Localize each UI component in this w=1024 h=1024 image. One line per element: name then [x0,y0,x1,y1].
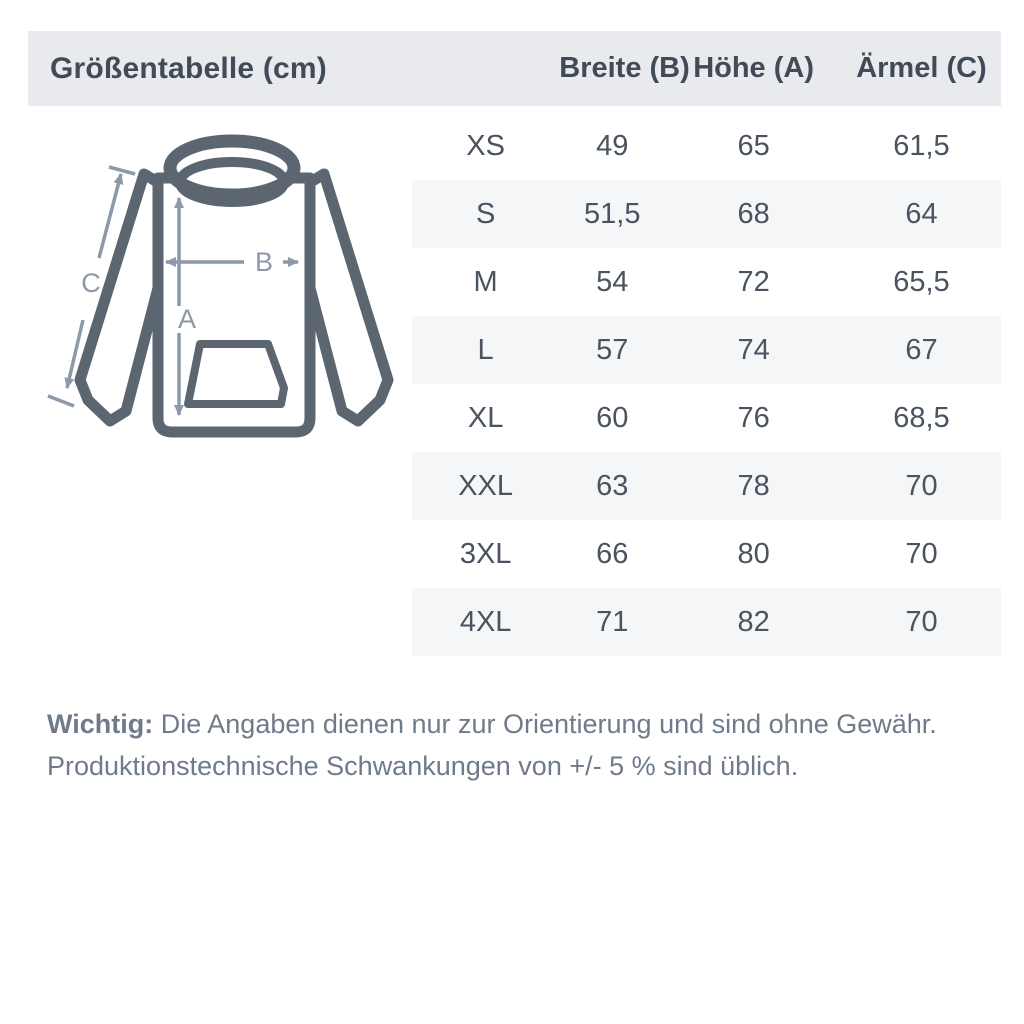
value-hoehe: 68 [737,197,770,230]
width-arrow-label: B [254,247,274,277]
hoodie-measurement-diagram [38,128,423,458]
value-aermel: 70 [905,469,938,502]
value-hoehe: 74 [737,333,770,366]
size-label: XXL [458,469,514,502]
page-title: Größentabelle (cm) [50,51,327,85]
value-breite: 51,5 [584,197,641,230]
column-headers [412,31,1001,106]
col-header-breite: Breite (B) [559,52,690,84]
table-row-4xl [412,588,1001,656]
table-row-m [412,248,1001,316]
hoodie-pocket [188,344,284,404]
value-breite: 49 [596,129,629,162]
size-table [412,112,1001,656]
value-aermel: 65,5 [893,265,950,298]
value-aermel: 70 [905,537,938,570]
disclaimer-prefix: Wichtig: [47,709,154,739]
value-breite: 63 [596,469,629,502]
value-aermel: 61,5 [893,129,950,162]
value-hoehe: 80 [737,537,770,570]
value-breite: 60 [596,401,629,434]
size-label: L [477,333,494,366]
value-breite: 54 [596,265,629,298]
value-breite: 71 [596,605,629,638]
value-breite: 57 [596,333,629,366]
height-arrow-label: A [177,304,197,334]
table-row-xl [412,384,1001,452]
sleeve-arrow-label: C [81,268,101,298]
value-hoehe: 82 [737,605,770,638]
hoodie-icon [38,128,423,458]
table-row-xs [412,112,1001,180]
value-hoehe: 78 [737,469,770,502]
size-label: XL [467,401,504,434]
col-header-hoehe: Höhe (A) [693,52,815,84]
value-aermel: 64 [905,197,938,230]
value-aermel: 68,5 [893,401,950,434]
size-label: XS [466,129,505,162]
size-label: M [473,265,498,298]
table-row-xxl [412,452,1001,520]
disclaimer-line1: Die Angaben dienen nur zur Orientierung und sind ohne Gewähr. [160,709,937,739]
table-row-s [412,180,1001,248]
size-label: S [475,197,496,230]
value-aermel: 67 [905,333,938,366]
title-zone [28,31,412,106]
value-aermel: 70 [905,605,938,638]
value-hoehe: 65 [737,129,770,162]
size-chart-content [28,31,1001,781]
value-hoehe: 76 [737,401,770,434]
value-breite: 66 [596,537,629,570]
table-row-l [412,316,1001,384]
size-label: 3XL [459,537,512,570]
disclaimer-note [47,703,977,787]
value-hoehe: 72 [737,265,770,298]
hoodie-right-sleeve [304,174,388,421]
table-row-3xl [412,520,1001,588]
size-chart-header [28,31,1001,106]
col-header-aermel: Ärmel (C) [856,52,987,84]
disclaimer-line2: Produktionstechnische Schwankungen von +/- 5 % sind üblich. [47,751,799,781]
size-label: 4XL [459,605,512,638]
